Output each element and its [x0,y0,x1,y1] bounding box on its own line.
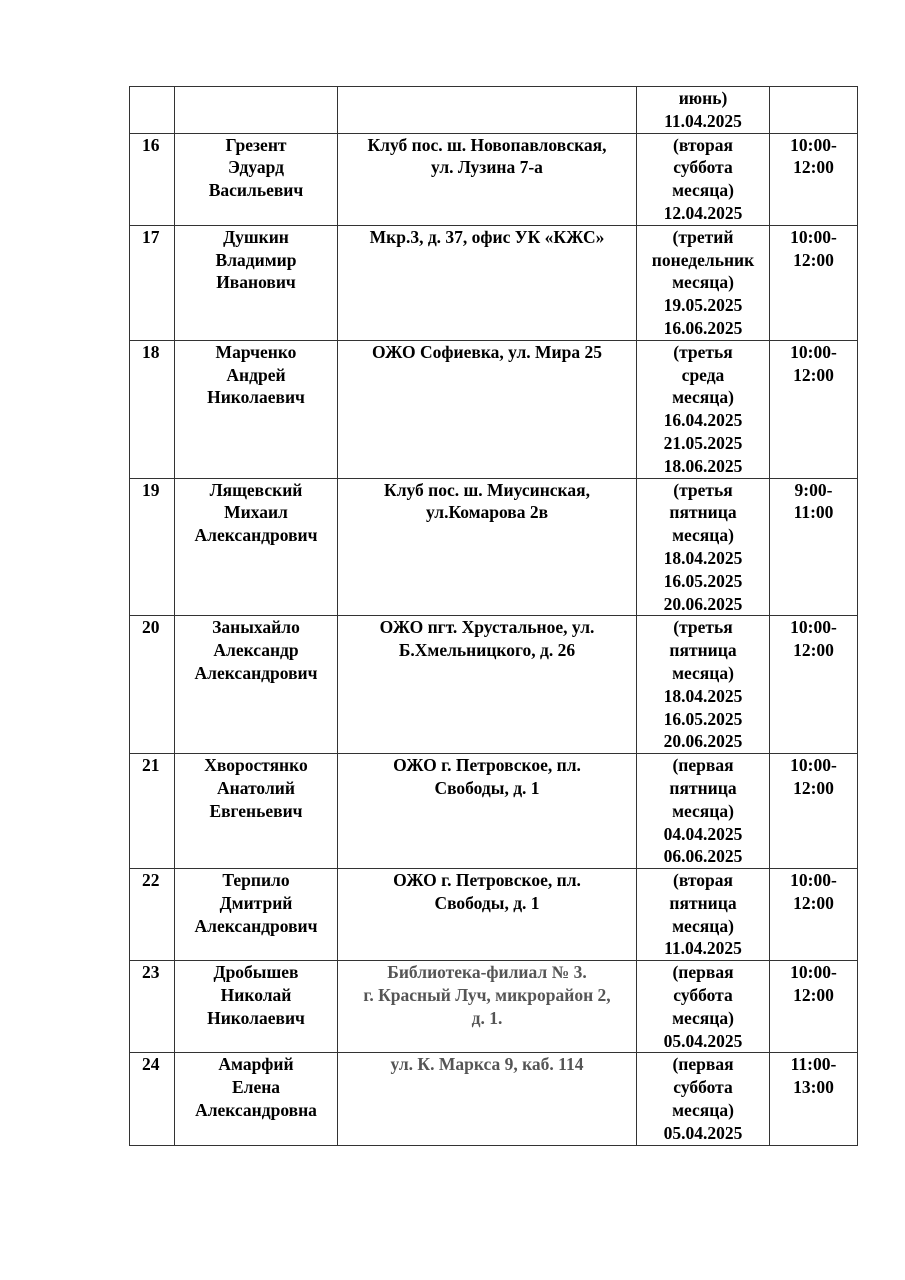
schedule-date-line: пятница [669,502,737,523]
schedule-date-line: среда [681,364,725,385]
reception-time-line: 11:00 [793,502,834,523]
person-name-line: Иванович [216,272,296,293]
address-line: Клуб пос. ш. Миусинская, [384,479,590,500]
reception-time-cell [770,1053,858,1145]
schedule-date-line: 18.04.2025 [663,547,743,568]
schedule-date-line: 16.05.2025 [663,708,743,729]
row-number-cell: 21 [130,754,175,869]
schedule-date-line: (первая [672,1054,734,1075]
reception-time-cell [770,340,858,478]
reception-time-cell [770,754,858,869]
address-cell [338,961,637,1053]
address-line: г. Красный Луч, микрорайон 2, [363,985,611,1006]
person-name-line: Евгеньевич [209,800,303,821]
reception-time-line: 10:00- [790,962,837,983]
reception-time-line: 9:00- [794,479,833,500]
address-line: ОЖО Софиевка, ул. Мира 25 [372,341,602,362]
table-row [130,133,858,225]
person-name-line: Душкин [223,226,289,247]
row-number-cell [130,87,175,134]
person-name-line: Александр [213,640,299,661]
person-name-line: Эдуард [228,157,284,178]
address-line: ул. К. Маркса 9, каб. 114 [390,1054,584,1075]
person-name-line: Николай [220,985,292,1006]
schedule-dates-cell [637,225,770,340]
person-name-cell [175,754,338,869]
schedule-dates-cell [637,869,770,961]
person-name-cell [175,869,338,961]
reception-time-line: 10:00- [790,870,837,891]
row-number-cell: 20 [130,616,175,754]
schedule-date-line: 19.05.2025 [663,295,743,316]
row-number-cell: 19 [130,478,175,616]
person-name-line: Лящевский [209,479,303,500]
schedule-date-line: месяца) [672,800,734,821]
schedule-date-line: месяца) [672,387,734,408]
reception-time-cell [770,961,858,1053]
address-line: ул.Комарова 2в [425,502,549,523]
schedule-dates-cell [637,616,770,754]
person-name-line: Александрович [194,915,318,936]
schedule-date-line: месяца) [672,662,734,683]
person-name-cell [175,478,338,616]
schedule-date-line: месяца) [672,525,734,546]
person-name-line: Анатолий [217,777,295,798]
schedule-date-line: (первая [672,962,734,983]
schedule-date-line: 16.06.2025 [663,317,743,338]
schedule-date-line: 06.06.2025 [663,846,743,867]
reception-time-cell [770,869,858,961]
schedule-date-line: 11.04.2025 [664,110,742,131]
schedule-date-line: 20.06.2025 [663,593,743,614]
schedule-dates-cell [637,478,770,616]
schedule-date-line: (вторая [673,134,733,155]
reception-time-line: 10:00- [790,617,837,638]
row-number-cell: 18 [130,340,175,478]
schedule-dates-cell [637,961,770,1053]
address-cell [338,133,637,225]
schedule-table-body [130,87,858,1146]
person-name-line: Николаевич [207,387,305,408]
table-row [130,340,858,478]
schedule-date-line: 16.05.2025 [663,570,743,591]
person-name-cell [175,340,338,478]
schedule-dates-cell [637,87,770,134]
person-name-cell [175,133,338,225]
reception-time-line: 12:00 [793,157,834,178]
address-line: Свободы, д. 1 [434,892,540,913]
address-line: Клуб пос. ш. Новопавловская, [367,134,607,155]
person-name-line: Елена [231,1077,281,1098]
address-line: ул. Лузина 7-а [431,157,543,178]
address-cell [338,87,637,134]
schedule-date-line: суббота [673,157,733,178]
table-row [130,478,858,616]
person-name-line: Дробышев [213,962,299,983]
person-name-line: Грезент [225,134,287,155]
address-cell [338,225,637,340]
reception-time-line: 12:00 [793,364,834,385]
schedule-date-line: месяца) [672,272,734,293]
person-name-line: Заныхайло [212,617,300,638]
person-name-cell [175,1053,338,1145]
schedule-dates-cell [637,340,770,478]
person-name-line: Александрович [194,662,318,683]
address-line: ОЖО г. Петровское, пл. [393,870,581,891]
row-number-cell: 22 [130,869,175,961]
person-name-line: Марченко [215,341,297,362]
table-row [130,754,858,869]
schedule-date-line: пятница [669,777,737,798]
schedule-date-line: (третья [673,617,733,638]
schedule-date-line: 16.04.2025 [663,410,743,431]
reception-time-line: 10:00- [790,134,837,155]
schedule-date-line: месяца) [672,180,734,201]
schedule-date-line: пятница [669,892,737,913]
person-name-cell [175,961,338,1053]
person-name-line: Владимир [215,249,297,270]
address-cell [338,1053,637,1145]
reception-time-cell [770,616,858,754]
address-cell [338,478,637,616]
reception-time-line: 12:00 [793,985,834,1006]
person-name-line: Васильевич [208,180,304,201]
schedule-date-line: 05.04.2025 [663,1122,743,1143]
schedule-date-line: 04.04.2025 [663,823,743,844]
person-name-cell [175,87,338,134]
reception-time-line: 12:00 [793,892,834,913]
row-number-cell: 17 [130,225,175,340]
row-number-cell: 16 [130,133,175,225]
table-row [130,869,858,961]
person-name-line: Михаил [224,502,288,523]
schedule-date-line: 12.04.2025 [663,202,743,223]
reception-time-line: 10:00- [790,226,837,247]
person-name-line: Терпило [222,870,290,891]
table-row [130,87,858,134]
schedule-table [129,86,858,1146]
address-line: Мкр.3, д. 37, офис УК «КЖС» [369,226,605,247]
person-name-line: Николаевич [207,1007,305,1028]
schedule-date-line: 05.04.2025 [663,1030,743,1051]
reception-time-cell [770,225,858,340]
address-line: Свободы, д. 1 [434,777,540,798]
schedule-date-line: месяца) [672,1007,734,1028]
reception-time-line: 10:00- [790,755,837,776]
person-name-line: Александровна [195,1100,317,1121]
reception-time-line: 12:00 [793,249,834,270]
reception-time-line: 11:00- [790,1054,837,1075]
address-line: ОЖО г. Петровское, пл. [393,755,581,776]
person-name-line: Амарфий [218,1054,294,1075]
table-row [130,616,858,754]
schedule-date-line: (первая [672,755,734,776]
schedule-date-line: (третья [673,341,733,362]
person-name-line: Александрович [194,525,318,546]
person-name-line: Дмитрий [219,892,293,913]
address-cell [338,754,637,869]
person-name-cell [175,616,338,754]
schedule-date-line: 18.06.2025 [663,455,743,476]
address-line: д. 1. [471,1007,503,1028]
table-row [130,961,858,1053]
schedule-dates-cell [637,1053,770,1145]
reception-time-line: 12:00 [793,640,834,661]
reception-time-cell [770,87,858,134]
person-name-line: Хворостянко [204,755,308,776]
schedule-dates-cell [637,133,770,225]
reception-time-line: 12:00 [793,777,834,798]
schedule-date-line: суббота [673,985,733,1006]
schedule-date-line: месяца) [672,915,734,936]
row-number-cell: 23 [130,961,175,1053]
address-line: Библиотека-филиал № 3. [387,962,587,983]
row-number-cell: 24 [130,1053,175,1145]
reception-time-cell [770,133,858,225]
person-name-cell [175,225,338,340]
reception-time-line: 10:00- [790,341,837,362]
schedule-date-line: (третий [672,226,734,247]
schedule-date-line: суббота [673,1077,733,1098]
table-row [130,225,858,340]
table-row [130,1053,858,1145]
reception-time-line: 13:00 [793,1077,834,1098]
schedule-date-line: (третья [673,479,733,500]
schedule-date-line: понедельник [651,249,755,270]
schedule-date-line: июнь) [678,88,728,108]
address-line: ОЖО пгт. Хрустальное, ул. [379,617,595,638]
schedule-date-line: (вторая [673,870,733,891]
reception-time-cell [770,478,858,616]
address-line: Б.Хмельницкого, д. 26 [398,640,576,661]
schedule-date-line: 21.05.2025 [663,432,743,453]
schedule-dates-cell [637,754,770,869]
schedule-date-line: месяца) [672,1100,734,1121]
person-name-line: Андрей [226,364,286,385]
schedule-date-line: пятница [669,640,737,661]
schedule-date-line: 11.04.2025 [664,938,742,959]
schedule-date-line: 20.06.2025 [663,731,743,752]
address-cell [338,869,637,961]
schedule-date-line: 18.04.2025 [663,685,743,706]
address-cell [338,616,637,754]
address-cell [338,340,637,478]
